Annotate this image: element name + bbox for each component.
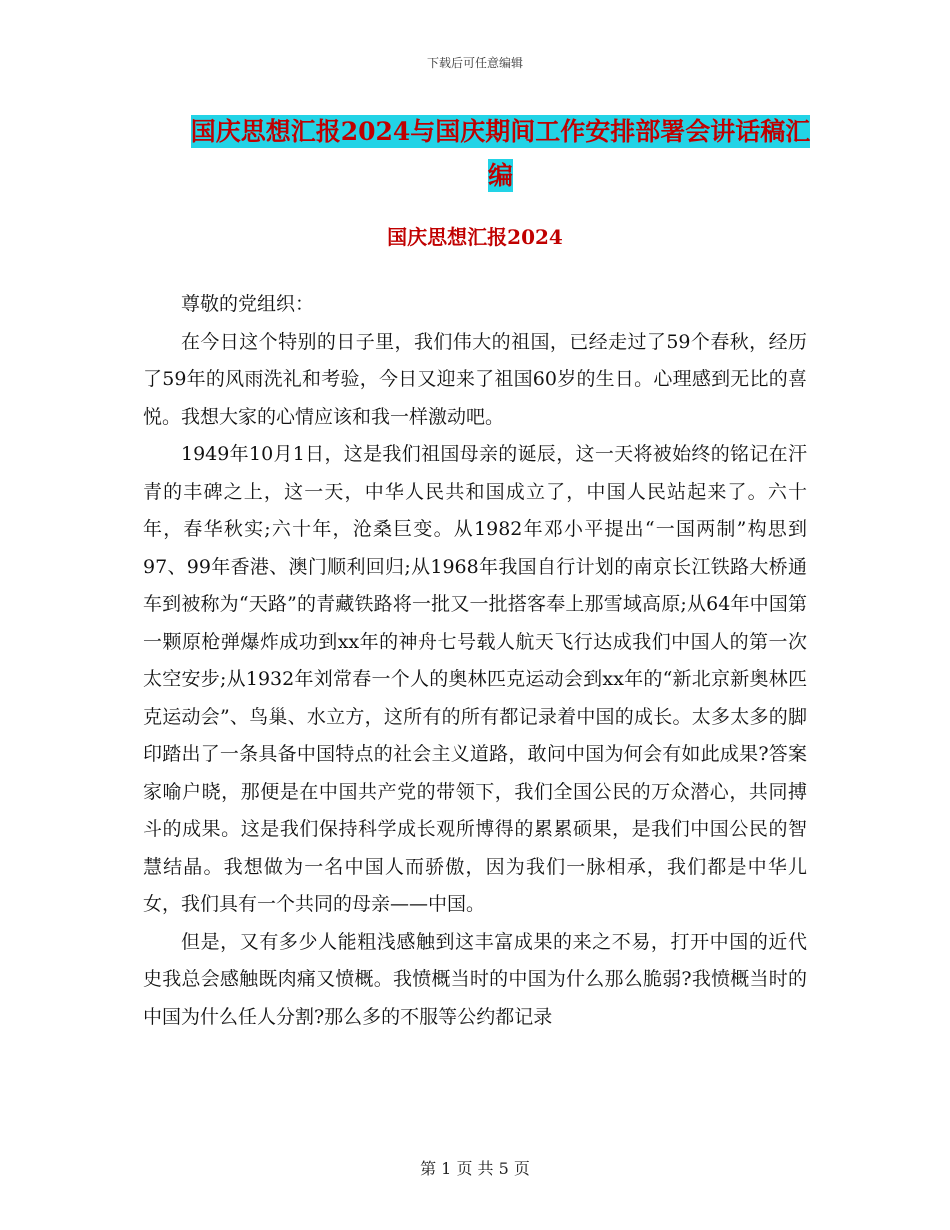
paragraph: 在今日这个特别的日子里，我们伟大的祖国，已经走过了59个春秋，经历了59年的风雨洗礼和考验，今日又迎来了祖国60岁的生日。心理感到无比的喜悦。我想大家的心情应该和我一样激动吧。: [143, 330, 807, 428]
section-title: 国庆思想汇报2024: [387, 225, 563, 249]
paragraph: 但是，又有多少人能粗浅感触到这丰富成果的来之不易，打开中国的近代史我总会感触既肉痛又愤概。我愤概当时的中国为什么那么脆弱?我愤概当时的中国为什么任人分割?那么多的不服等公约都记录: [143, 930, 807, 1028]
page-header-note: 下载后可任意编辑: [426, 56, 523, 70]
salutation: 尊敬的党组织：: [181, 293, 315, 315]
document-title-text: 国庆思想汇报2024与国庆期间工作安排部署会讲话稿汇编: [190, 117, 811, 190]
document-title: [188, 110, 813, 198]
paragraph: 1949年10月1日，这是我们祖国母亲的诞辰，这一天将被始终的铭记在汗青的丰碑之上，这一天，中华人民共和国成立了，中国人民站起来了。六十年，春华秋实;六十年，沧桑巨变。从1982年邓小平提出“一国两制”构思到97、99年香港、澳门顺利回归;从1968年我国自行计划的南京长江铁路大桥通车到被称为“天路”的青藏铁路将一批又一批搭客奉上那雪域高原;从64年中国第一颗原枪弹爆炸成功到xx年的神舟七号载人航天飞行达成我们中国人的第一次太空安步;从1932年刘常春一个人的奥林匹克运动会到xx年的“新北京新奥林匹克运动会”、鸟巢、水立方，这所有的所有都记录着中国的成长。太多太多的脚印踏出了一条具备中国特点的社会主义道路，敢问中国为何会有如此成果?答案家喻户晓，那便是在中国共产党的带领下，我们全国公民的万众潜心，共同搏斗的成果。这是我们保持科学成长观所博得的累累硕果，是我们中国公民的智慧结晶。我想做为一名中国人而骄傲，因为我们一脉相承，我们都是中华儿女，我们具有一个共同的母亲——中国。: [143, 443, 807, 915]
document-body: [143, 286, 807, 1036]
page-footer: 第 1 页 共 5 页: [420, 1159, 530, 1178]
